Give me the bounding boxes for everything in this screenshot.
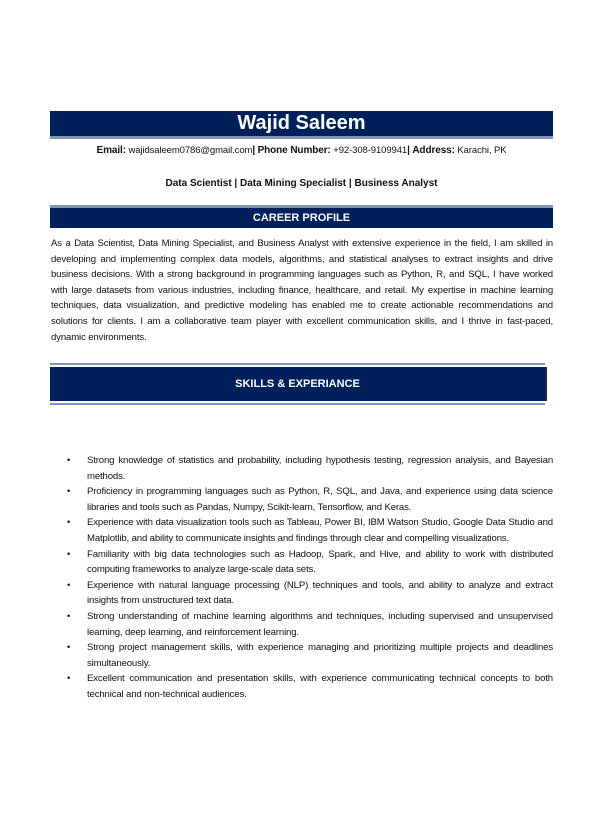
bullet-icon: • <box>67 610 71 622</box>
skill-item <box>67 640 553 671</box>
skill-item <box>67 671 553 702</box>
skill-item <box>67 484 553 515</box>
skill-item <box>67 578 553 609</box>
separator: | <box>407 145 410 156</box>
divider <box>50 403 545 405</box>
bullet-icon: • <box>67 579 71 591</box>
skill-text: Strong knowledge of statistics and probability, including hypothesis testing, regression analysis, and Bayesian methods. <box>87 455 553 482</box>
skill-item <box>67 453 553 484</box>
skill-text: Strong understanding of machine learning algorithms and techniques, including supervised and unsupervised learning, deep learning, and reinforcement learning. <box>87 610 553 638</box>
skills-list <box>67 453 553 703</box>
skill-text: Familiarity with big data technologies such as Hadoop, Spark, and Hive, and ability to work with distributed computing frameworks to analyze large-scale data sets. <box>87 548 553 576</box>
career-profile-heading: CAREER PROFILE <box>50 205 553 228</box>
separator: | <box>252 145 256 156</box>
email: wajidsaleem0786@gmail.com <box>128 145 253 156</box>
bullet-icon: • <box>67 548 71 560</box>
bullet-icon: • <box>67 455 71 466</box>
skill-item <box>67 609 553 640</box>
phone-label: Phone Number: <box>257 145 331 156</box>
career-profile-text: As a Data Scientist, Data Mining Specialist, and Business Analyst with extensive experience in the field, I am skilled in developing and implementing complex data models, algorithms, and statistical analyses to extract insights and drive business decisions. With a strong background in programming languages such as Python, R, and SQL, I have worked with large datasets from various industries, including finance, healthcare, and retail. My expertise in machine learning techniques, data visualization, and predictive modeling has enabled me to create actionable recommendations and solutions for clients. I am a collaborative team player with excellent communication skills, and I thrive in fast-paced, dynamic environments. <box>51 238 553 343</box>
skill-text: Experience with data visualization tools such as Tableau, Power BI, IBM Watson Studio, Google Data Studio and Matplotlib, and ability to communicate insights and findings through clear and compelling visualizations. <box>87 517 553 544</box>
name-header: Wajid Saleem <box>50 111 553 139</box>
address: Karachi, PK <box>457 145 507 156</box>
divider <box>50 363 545 365</box>
bullet-icon: • <box>67 673 71 685</box>
skill-text: Strong project management skills, with experience managing and prioritizing multiple projects and deadlines simultaneously. <box>87 642 553 669</box>
address-label: Address: <box>412 145 455 156</box>
bullet-icon: • <box>67 486 71 498</box>
email-label: Email: <box>96 145 126 156</box>
skill-text: Proficiency in programming languages such as Python, R, SQL, and Java, and experience using data science libraries and tools such as Pandas, Numpy, Scikit-learn, Tensorflow, and Keras. <box>87 486 553 513</box>
skills-heading: SKILLS & EXPERIANCE <box>50 367 547 401</box>
job-titles: Data Scientist | Data Mining Specialist | Business Analyst <box>165 178 438 189</box>
skill-item <box>67 547 553 578</box>
bullet-icon: • <box>67 642 71 654</box>
bullet-icon: • <box>67 517 71 529</box>
skill-item <box>67 515 553 546</box>
phone: +92-308-9109941 <box>333 145 408 156</box>
contact-line <box>50 145 553 156</box>
skill-text: Excellent communication and presentation skills, with experience communicating technical concepts to both technical and non-technical audiences. <box>87 673 553 700</box>
skill-text: Experience with natural language processing (NLP) techniques and tools, and ability to analyze and extract insights from unstructured text data. <box>87 579 553 607</box>
